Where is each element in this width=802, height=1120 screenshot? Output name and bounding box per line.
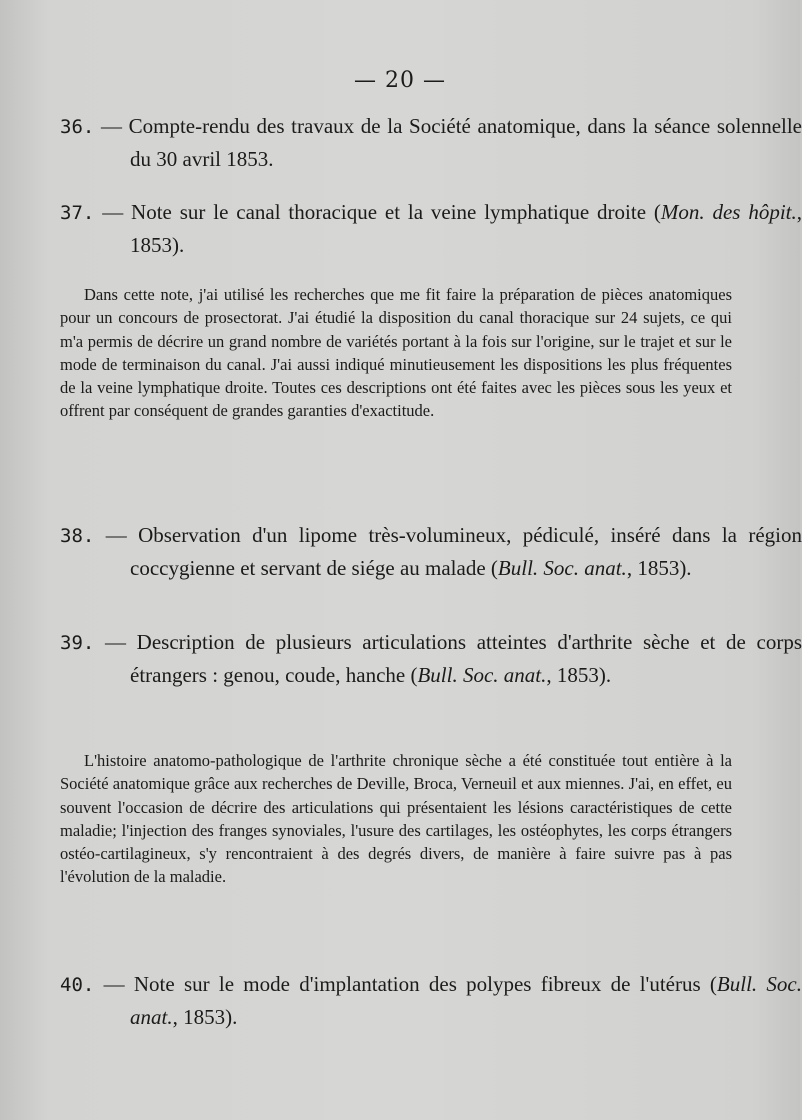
entry-dash: —	[105, 523, 127, 547]
entry-citation: Bull. Soc. anat.	[497, 556, 627, 580]
entry-39	[60, 626, 802, 691]
entry-dash: —	[102, 200, 124, 224]
entry-36	[60, 110, 802, 175]
entry-number: 39.	[60, 632, 95, 654]
entry-dash: —	[103, 972, 125, 996]
entry-text: Observation d'un lipome très-volumineux, pédiculé, inséré dans la région coccygienne et servant de siége au malade (	[130, 523, 802, 580]
entry-dash: —	[100, 114, 122, 138]
paragraph-37: Dans cette note, j'ai utilisé les recherches que me fit faire la préparation de pièces anatomiques pour un concours de prosectorat. J'ai étudié la disposition du canal thoracique sur 24 sujets, ce qui m'a permis de décrire un grand nombre de variétés portant à la fois sur l'origine, sur le trajet et sur le mode de terminaison du canal. J'ai aussi indiqué minutieusement les dispositions les plus fréquentes de la veine lymphatique droite. Toutes ces descriptions ont été faites avec les pièces sous les yeux et offrent par conséquent de grandes garanties d'exactitude.	[60, 285, 732, 421]
entry-38	[60, 519, 802, 584]
entry-37	[60, 196, 802, 261]
entry-text: Description de plusieurs articulations atteintes d'arthrite sèche et de corps étrangers : genou, coude, hanche (	[130, 630, 802, 687]
entry-text: Note sur le mode d'implantation des polypes fibreux de l'utérus (	[133, 972, 717, 996]
entry-citation: Bull. Soc. anat.	[417, 663, 547, 687]
entry-40	[60, 968, 802, 1033]
entry-text-end: , 1853).	[172, 1005, 238, 1029]
entry-text-end: , 1853).	[546, 663, 612, 687]
entry-citation: Bull. Soc. anat.	[130, 972, 802, 1029]
entry-number: 36.	[60, 116, 95, 138]
entry-number: 38.	[60, 525, 95, 547]
page-number: — 20 —	[354, 68, 446, 93]
entry-number: 37.	[60, 202, 95, 224]
entry-text-end: , 1853).	[626, 556, 692, 580]
entry-text-end: , 1853).	[130, 200, 802, 257]
entry-number: 40.	[60, 974, 95, 996]
entry-citation: Mon. des hôpit.	[660, 200, 797, 224]
entry-text: Note sur le canal thoracique et la veine lymphatique droite (	[131, 200, 661, 224]
paragraph-39: L'histoire anatomo-pathologique de l'arthrite chronique sèche a été constituée tout entière à la Société anatomique grâce aux recherches de Deville, Broca, Verneuil et aux miennes. J'ai, en effet, eu souvent l'occasion de décrire des articulations qui présentaient les lésions caractéristiques de cette maladie; l'injection des franges synoviales, l'usure des cartilages, les ostéophytes, les corps étrangers ostéo-cartilagineux, s'y rencontraient à des degrés divers, de manière à faire suivre pas à pas l'évolution de la maladie.	[60, 751, 732, 887]
entry-dash: —	[105, 630, 126, 654]
entry-text: Compte-rendu des travaux de la Société anatomique, dans la séance solennelle du 30 avril 1853.	[128, 114, 802, 171]
